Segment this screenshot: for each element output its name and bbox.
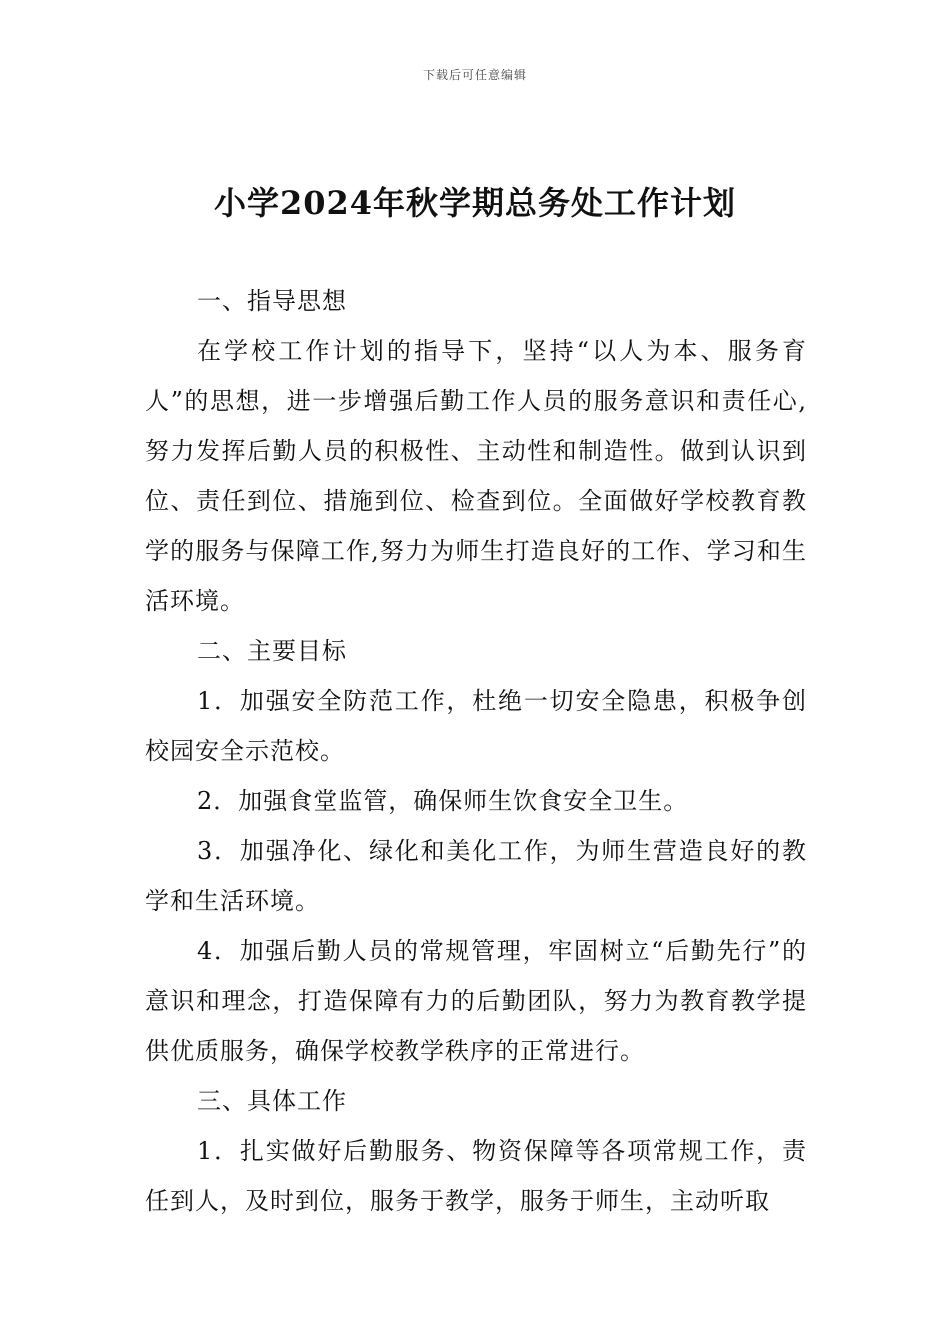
section-heading-guiding-ideology: 一、指导思想	[197, 287, 347, 315]
goal-item-3: 3．加强净化、绿化和美化工作，为师生营造良好的教学和生活环境。	[145, 837, 807, 915]
work-item-1: 1．扎实做好后勤服务、物资保障等各项常规工作，责任到人，及时到位，服务于教学，服务于师生，主动听取	[145, 1137, 807, 1215]
section-heading-main-goals: 二、主要目标	[197, 637, 347, 665]
goal-item-4: 4．加强后勤人员的常规管理，牢固树立“后勤先行”的意识和理念，打造保障有力的后勤团队，努力为教育教学提供优质服务，确保学校教学秩序的正常进行。	[145, 937, 807, 1065]
section-heading-specific-work: 三、具体工作	[197, 1087, 347, 1115]
paragraph-guiding-ideology: 在学校工作计划的指导下，坚持“以人为本、服务育人”的思想，进一步增强后勤工作人员的服务意识和责任心,努力发挥后勤人员的积极性、主动性和制造性。做到认识到位、责任到位、措施到位、检查到位。全面做好学校教育教学的服务与保障工作,努力为师生打造良好的工作、学习和生活环境。	[145, 337, 807, 615]
document-body	[145, 276, 807, 1226]
goal-item-1: 1．加强安全防范工作，杜绝一切安全隐患，积极争创校园安全示范校。	[145, 687, 807, 765]
page-header-note: 下载后可任意编辑	[422, 68, 527, 82]
goal-item-2: 2．加强食堂监管，确保师生饮食安全卫生。	[197, 787, 689, 815]
document-title: 小学2024年秋学期总务处工作计划	[213, 184, 737, 222]
